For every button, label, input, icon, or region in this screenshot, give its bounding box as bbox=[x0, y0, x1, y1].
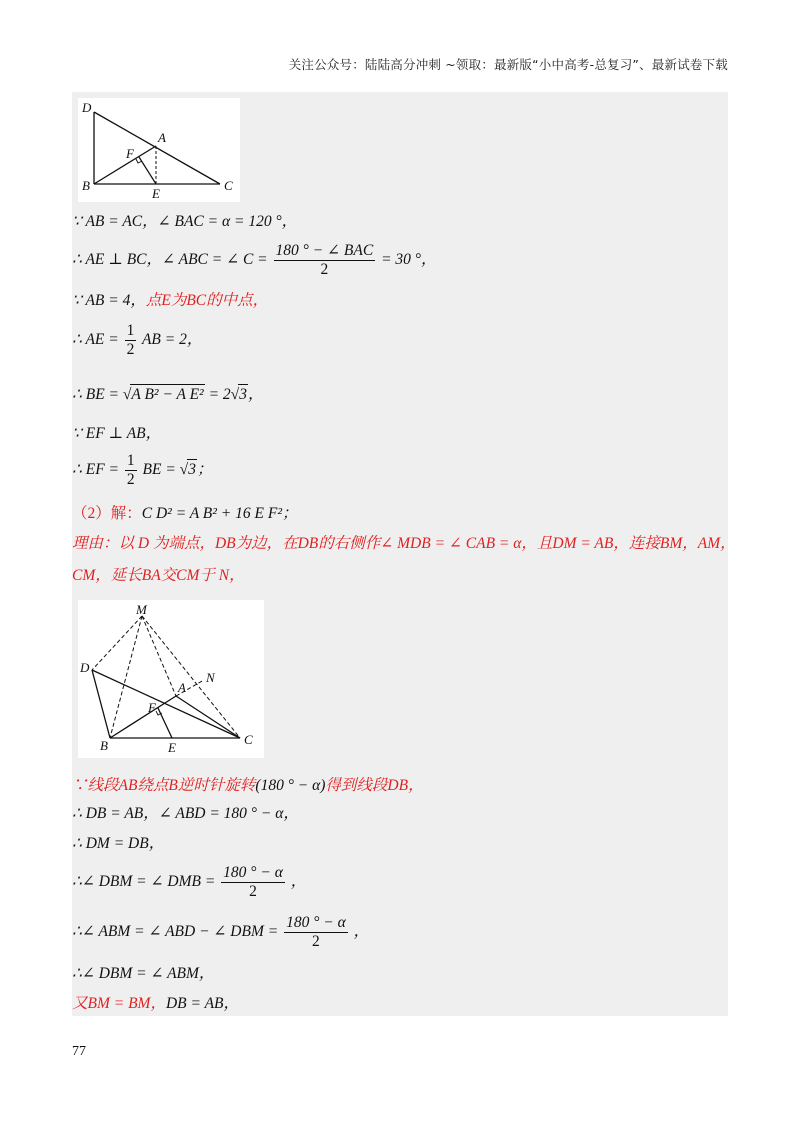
figure-2-label-d: D bbox=[80, 660, 90, 675]
line-2 bbox=[72, 242, 436, 279]
line-11-part-c: 得到线段DB， bbox=[325, 777, 424, 794]
line-7: ∴ EF = $\frac{1}{2}$ BE = √3； bbox=[72, 452, 213, 488]
solution-content bbox=[72, 92, 736, 1016]
radicand: 3 bbox=[239, 386, 247, 403]
line-15-part-b: ， bbox=[353, 923, 370, 941]
line-11 bbox=[72, 776, 424, 796]
line-5-part-b: = 2 bbox=[208, 386, 231, 403]
figure-2-label-f: F bbox=[148, 700, 156, 715]
part-2-label: （2）解： bbox=[72, 505, 142, 522]
line-15-part-a: ∴∠ ABM = ∠ ABD − ∠ DBM = bbox=[72, 923, 279, 941]
line-5-part-a: ∴ BE = bbox=[72, 386, 120, 403]
line-13: ∴ DM = DB， bbox=[72, 835, 165, 852]
fraction bbox=[125, 322, 137, 359]
line-10: CM，延长BA交CM于 N， bbox=[72, 567, 245, 584]
fraction-numerator: 180 ° − α bbox=[286, 914, 346, 931]
fraction bbox=[125, 452, 137, 489]
line-16: ∴∠ DBM = ∠ ABM， bbox=[72, 965, 215, 982]
figure-1-svg bbox=[78, 98, 240, 202]
page-number: 77 bbox=[72, 1044, 86, 1059]
fraction-numerator: 180 ° − ∠ BAC bbox=[275, 242, 374, 259]
figure-1-label-d: D bbox=[82, 100, 92, 115]
line-5-part-c: ， bbox=[247, 386, 264, 403]
line-9: 理由：以 D 为端点，DB为边，在DB的右侧作∠ MDB = ∠ CAB = α，且DM = AB，连接BM，AM， bbox=[72, 535, 736, 552]
line-17 bbox=[72, 994, 239, 1014]
line-3 bbox=[72, 291, 268, 311]
line-8 bbox=[72, 504, 297, 524]
fraction-numerator: 1 bbox=[126, 322, 135, 339]
line-7-part-a: ∴ EF = bbox=[72, 461, 120, 479]
line-11-part-b: (180 ° − α) bbox=[255, 777, 326, 794]
geometry-figure-1 bbox=[78, 98, 240, 202]
line-2-part-b: = 30 °， bbox=[381, 251, 437, 269]
line-17-part-a: 又BM = BM， bbox=[72, 995, 166, 1012]
fraction-denominator: 2 bbox=[126, 341, 135, 358]
figure-1-label-f: F bbox=[126, 146, 134, 161]
fraction-denominator: 2 bbox=[320, 261, 329, 278]
line-6: ∵ EF ⊥ AB， bbox=[72, 425, 162, 442]
figure-2-label-b: B bbox=[100, 738, 108, 753]
line-12: ∴ DB = AB，∠ ABD = 180 ° − α， bbox=[72, 805, 299, 822]
figure-2-svg bbox=[78, 600, 264, 758]
line-14-part-a: ∴∠ DBM = ∠ DMB = bbox=[72, 873, 216, 891]
fraction-numerator: 180 ° − α bbox=[223, 864, 283, 881]
line-7-part-c: ； bbox=[196, 461, 213, 479]
line-1: ∵ AB = AC，∠ BAC = α = 120 °， bbox=[72, 213, 298, 230]
figure-1-label-a: A bbox=[158, 130, 166, 145]
line-4-part-a: ∴ AE = bbox=[72, 331, 119, 349]
fraction-numerator: 1 bbox=[126, 452, 135, 469]
line-11-part-a: ∵线段AB绕点B逆时针旋转 bbox=[72, 777, 256, 794]
line-14-part-b: ， bbox=[290, 873, 307, 891]
radicand: A B² − A E² bbox=[131, 386, 204, 403]
line-3-part-a: ∵ AB = 4， bbox=[72, 292, 146, 309]
figure-1-label-e: E bbox=[152, 186, 160, 201]
line-3-part-b: 点E为BC的中点， bbox=[145, 292, 269, 309]
line-15 bbox=[72, 914, 369, 951]
fraction-denominator: 2 bbox=[126, 471, 135, 488]
figure-2-label-c: C bbox=[244, 732, 253, 747]
figure-2-label-m: M bbox=[136, 602, 147, 617]
figure-1-label-b: B bbox=[82, 178, 90, 193]
fraction bbox=[221, 864, 285, 901]
line-14 bbox=[72, 864, 306, 901]
figure-2-label-e: E bbox=[168, 740, 176, 755]
page-header: 关注公众号：陆陆高分冲刺 ~领取：最新版“小中高考-总复习”、最新试卷下载 bbox=[288, 57, 728, 72]
fraction bbox=[284, 914, 348, 951]
figure-1-label-c: C bbox=[224, 178, 233, 193]
line-4-part-b: AB = 2， bbox=[141, 331, 203, 349]
radicand: 3 bbox=[188, 461, 196, 479]
line-5: ∴ BE = √A B² − A E² = 2√3， bbox=[72, 386, 264, 403]
line-8-part-b: C D² = A B² + 16 E F²； bbox=[141, 505, 298, 522]
figure-2-label-a: A bbox=[178, 680, 186, 695]
geometry-figure-2 bbox=[78, 600, 264, 758]
line-2-part-a: ∴ AE ⊥ BC，∠ ABC = ∠ C = bbox=[72, 251, 268, 269]
line-7-part-b: BE = bbox=[142, 461, 176, 479]
line-4 bbox=[72, 322, 202, 359]
line-17-part-b: DB = AB， bbox=[165, 995, 240, 1012]
fraction-denominator: 2 bbox=[312, 933, 320, 950]
figure-2-label-n: N bbox=[206, 670, 215, 685]
fraction-denominator: 2 bbox=[249, 883, 257, 900]
fraction bbox=[274, 242, 376, 279]
